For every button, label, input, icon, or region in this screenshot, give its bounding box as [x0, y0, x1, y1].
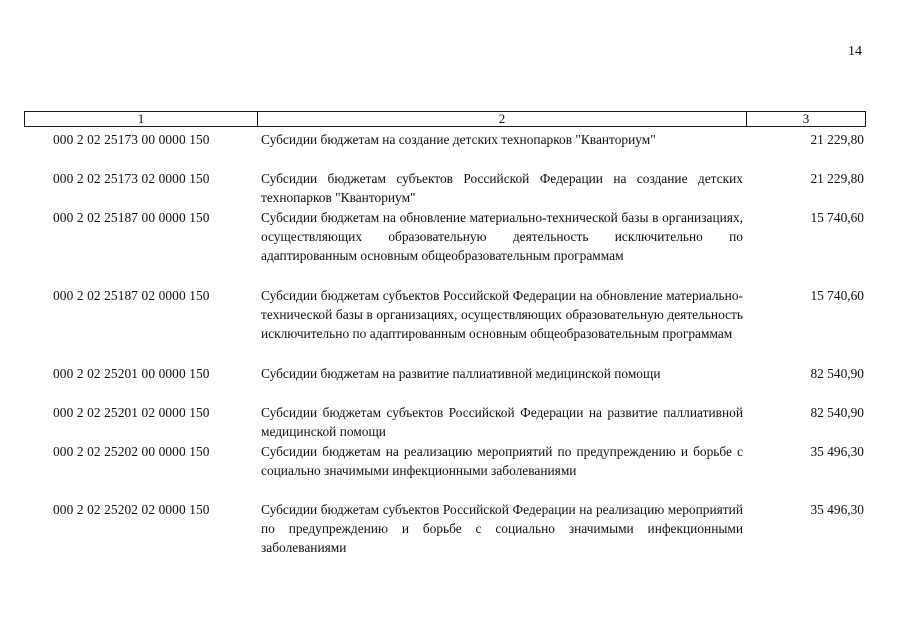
row-amount: 35 496,30 [810, 444, 864, 459]
table-header [24, 111, 866, 127]
row-amount: 21 229,80 [810, 171, 864, 186]
row-description: Субсидии бюджетам субъектов Российской Федерации на развитие паллиативной медицинской помощи [261, 405, 743, 439]
row-description: Субсидии бюджетам на реализацию мероприятий по предупреждению и борьбе с социально значимыми инфекционными заболеваниями [261, 444, 743, 478]
page-number: 14 [848, 44, 862, 59]
row-amount: 82 540,90 [810, 366, 864, 381]
row-amount: 15 740,60 [810, 288, 864, 303]
budget-code: 000 2 02 25187 02 0000 150 [53, 288, 210, 303]
row-amount: 82 540,90 [810, 405, 864, 420]
row-amount: 15 740,60 [810, 210, 864, 225]
budget-code: 000 2 02 25202 00 0000 150 [53, 444, 210, 459]
row-description: Субсидии бюджетам на создание детских технопарков "Кванториум" [261, 132, 656, 147]
budget-code: 000 2 02 25173 00 0000 150 [53, 132, 210, 147]
header-col-2: 2 [258, 112, 747, 126]
row-amount: 35 496,30 [810, 502, 864, 517]
budget-code: 000 2 02 25202 02 0000 150 [53, 502, 210, 517]
row-description: Субсидии бюджетам субъектов Российской Федерации на создание детских технопарков "Кванториум" [261, 171, 743, 205]
row-description: Субсидии бюджетам на обновление материально-технической базы в организациях, осуществляющих образовательную деятельность исключительно по адаптированным основным общеобразовательным программам [261, 210, 743, 263]
budget-code: 000 2 02 25187 00 0000 150 [53, 210, 210, 225]
row-description: Субсидии бюджетам субъектов Российской Федерации на обновление материально-технической базы в организациях, осуществляющих образовательную деятельность исключительно по адаптированным основным общеобразовательным программам [261, 288, 743, 341]
budget-code: 000 2 02 25201 02 0000 150 [53, 405, 210, 420]
row-amount: 21 229,80 [810, 132, 864, 147]
budget-code: 000 2 02 25173 02 0000 150 [53, 171, 210, 186]
row-description: Субсидии бюджетам на развитие паллиативной медицинской помощи [261, 366, 661, 381]
row-description: Субсидии бюджетам субъектов Российской Федерации на реализацию мероприятий по предупреждению и борьбе с социально значимыми инфекционными заболеваниями [261, 502, 743, 555]
header-col-1: 1 [25, 112, 258, 126]
header-col-3: 3 [802, 111, 810, 126]
budget-code: 000 2 02 25201 00 0000 150 [53, 366, 210, 381]
